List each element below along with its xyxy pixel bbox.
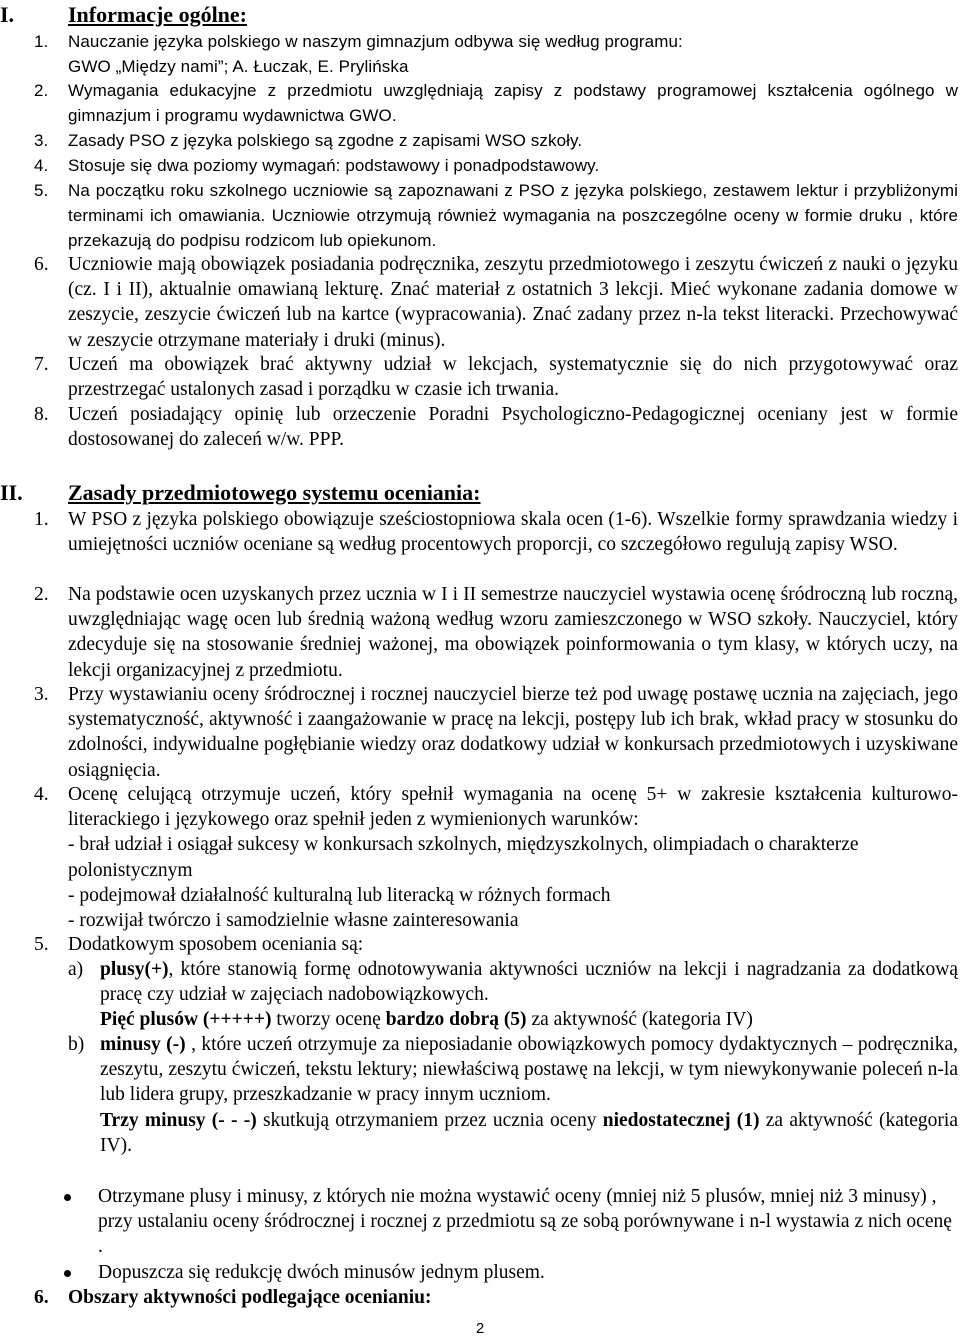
item-number: 3. — [34, 131, 49, 150]
plus-term: plusy(+) — [100, 959, 169, 980]
item-number: 4. — [34, 784, 49, 805]
section-1-heading — [0, 2, 247, 28]
list-item-1-4 — [0, 153, 958, 178]
list-item-2-2 — [0, 582, 958, 683]
note-bold: bardzo dobrą (5) — [385, 1009, 527, 1031]
item-text: Przy wystawianiu oceny śródrocznej i rocznej nauczyciel bierze też pod uwagę postawę ucznia na zajęciach, jego systematyczność, aktywność i zaangażowanie w pracę na lekcji, postępy lub ich brak, wkład pracy w stosunku do zdolności, indywidualne pogłębianie wiedzy oraz dodatkowy udział w konkursach przedmiotowych i uzyskiwane osiągnięcia. — [68, 684, 958, 781]
item-number: 5. — [34, 181, 49, 200]
item-text: Obszary aktywności podlegające ocenianiu: — [68, 1287, 432, 1308]
item-number: 1. — [34, 509, 49, 530]
item-text: Na początku roku szkolnego uczniowie są zapoznawani z PSO z języka polskiego, zestawem lektur i przybliżonymi terminami ich omawiania. Uczniowie otrzymują również wymagania na poszczególne oceny w formie druku , które przekazują do podpisu rodzicom lub opiekunom. — [68, 181, 958, 251]
item-text: Dodatkowym sposobem oceniania są: — [68, 934, 364, 955]
section-2-heading — [0, 480, 480, 506]
sub-item-a — [0, 957, 958, 1033]
sub-item-letter: a) — [68, 959, 84, 980]
list-item-2-6 — [0, 1285, 958, 1310]
item-number: 8. — [34, 404, 49, 425]
condition-line: - brał udział i osiągał sukcesy w konkursach szkolnych, międzyszkolnych, olimpiadach o charakterze polonistycznym — [68, 834, 859, 881]
note-bold: Trzy minusy (- - -) — [100, 1109, 257, 1131]
minus-term: minusy (-) — [100, 1034, 186, 1055]
section-1-title: Informacje ogólne: — [68, 2, 248, 27]
list-item-2-1 — [0, 507, 958, 557]
section-1-number: I. — [0, 2, 15, 27]
item-number: 3. — [34, 684, 49, 705]
item-text-line: Nauczanie języka polskiego w naszym gimnazjum odbywa się według programu: — [68, 32, 683, 51]
list-item-1-6 — [0, 252, 958, 353]
item-text: Na podstawie ocen uzyskanych przez ucznia w I i II semestrze nauczyciel wystawia ocenę śródroczną lub roczną, uwzględniając wagę ocen lub średnią ważoną według wzoru zamieszczonego w WSO szkoły. Nauczyciel, który zdecyduje się na stosowanie średniej ważonej, ma obowiązek poinformowania o tym klasy, w których uczy, na lekcji organizacyjnej z przedmiotu. — [68, 584, 958, 681]
item-text: Ocenę celującą otrzymuje uczeń, który spełnił wymagania na ocenę 5+ w zakresie kształcenia kulturowo- literackiego i językowego oraz spełnił jeden z wymienionych warunków: — [68, 784, 958, 831]
bullet-text: Otrzymane plusy i minusy, z których nie można wystawić oceny (mniej niż 5 plusów, mniej niż 3 minusy) , przy ustalaniu oceny śródrocznej i rocznej z przedmiotu są ze sobą porównywane i n-l wystawia z nich ocenę . — [98, 1186, 952, 1258]
list-item-1-3 — [0, 128, 958, 153]
item-text: Stosuje się dwa poziomy wymagań: podstawowy i ponadpodstawowy. — [68, 156, 600, 175]
item-number: 6. — [34, 1287, 49, 1308]
item-text-line: GWO „Między nami”; A. Łuczak, E. Prylińska — [68, 57, 409, 77]
list-item-2-3 — [0, 682, 958, 783]
item-text: Zasady PSO z języka polskiego są zgodne z zapisami WSO szkoły. — [68, 131, 583, 150]
item-number: 1. — [34, 32, 49, 51]
item-number: 7. — [34, 354, 49, 375]
page-number: 2 — [475, 1320, 485, 1337]
list-item-1-7 — [0, 352, 958, 402]
item-text: Uczeń ma obowiązek brać aktywny udział w lekcjach, systematycznie się do nich przygotowywać oraz przestrzegać ustalonych zasad i porządku w czasie ich trwania. — [68, 354, 958, 401]
item-number: 4. — [34, 156, 49, 175]
note-text: tworzy ocenę — [271, 1009, 386, 1031]
note-bold: niedostatecznej (1) — [602, 1109, 760, 1131]
condition-line: - rozwijał twórczo i samodzielnie własne zainteresowania — [68, 910, 519, 932]
section-2-number: II. — [0, 480, 23, 505]
list-item-1-5 — [0, 178, 958, 254]
plus-description: , które stanowią formę odnotowywania aktywności uczniów na lekcji i nagradzania za dodatkową pracę czy udział w zajęciach nadobowiązkowych. — [100, 959, 958, 1006]
item-number: 2. — [34, 584, 49, 605]
bullet-text: Dopuszcza się redukcję dwóch minusów jednym plusem. — [98, 1262, 545, 1283]
list-item-1-1 — [0, 29, 958, 79]
item-text: Wymagania edukacyjne z przedmiotu uwzględniają zapisy z podstawy programowej kształcenia ogólnego w gimnazjum i programu wydawnictwa GWO. — [68, 81, 958, 126]
note-text: za aktywność (kategoria IV) — [526, 1009, 753, 1031]
item-number: 5. — [34, 934, 49, 955]
item-text: Uczniowie mają obowiązek posiadania podręcznika, zeszytu przedmiotowego i zeszytu ćwiczeń z nauki o języku (cz. I i II), aktualnie omawianą lekturę. Znać materiał z ostatnich 3 lekcji. Mieć wykonane zadania domowe w zeszycie, zeszycie ćwiczeń lub na kartce (wypracowania). Znać zadany przez n-la tekst literacki. Przechowywać w zeszycie otrzymane materiały i druki (minus). — [68, 254, 958, 351]
bullet-icon — [64, 1194, 71, 1201]
sub-item-b — [0, 1032, 958, 1158]
section-2-title: Zasady przedmiotowego systemu oceniania: — [68, 480, 481, 505]
sub-item-letter: b) — [68, 1034, 85, 1055]
bullet-icon — [64, 1270, 71, 1277]
list-item-1-8 — [0, 402, 958, 452]
minus-description: , które uczeń otrzymuje za nieposiadanie obowiązkowych pomocy dydaktycznych – podręcznika, zeszytu, zeszytu ćwiczeń, tekstu lektury; niewłaściwą postawę na lekcji, w tym niewykonywanie poleceń n-la lub lidera grupy, przeszkadzanie w pracy innym uczniom. — [100, 1034, 959, 1106]
item-number: 6. — [34, 254, 49, 275]
note-bold: Pięć plusów (+++++) — [100, 1009, 272, 1031]
item-text: Uczeń posiadający opinię lub orzeczenie Poradni Psychologiczno-Pedagogicznej oceniany jest w formie dostosowanej do zaleceń w/w. PPP. — [68, 404, 958, 451]
list-item-2-4 — [0, 782, 958, 933]
note-text: skutkują otrzymaniem przez ucznia oceny — [256, 1109, 603, 1131]
item-number: 2. — [34, 81, 49, 100]
list-item-2-5 — [0, 932, 958, 957]
bullet-item-2 — [0, 1260, 958, 1285]
item-text: W PSO z języka polskiego obowiązuje sześciostopniowa skala ocen (1-6). Wszelkie formy sprawdzania wiedzy i umiejętności uczniów oceniane są według procentowych proporcji, co szczegółowo regulują zapisy WSO. — [68, 509, 958, 556]
note-text: za aktywność (kategoria IV). — [100, 1109, 958, 1156]
list-item-1-2 — [0, 78, 958, 128]
bullet-item-1 — [0, 1184, 958, 1260]
condition-line: - podejmował działalność kulturalną lub literacką w różnych formach — [68, 884, 611, 906]
